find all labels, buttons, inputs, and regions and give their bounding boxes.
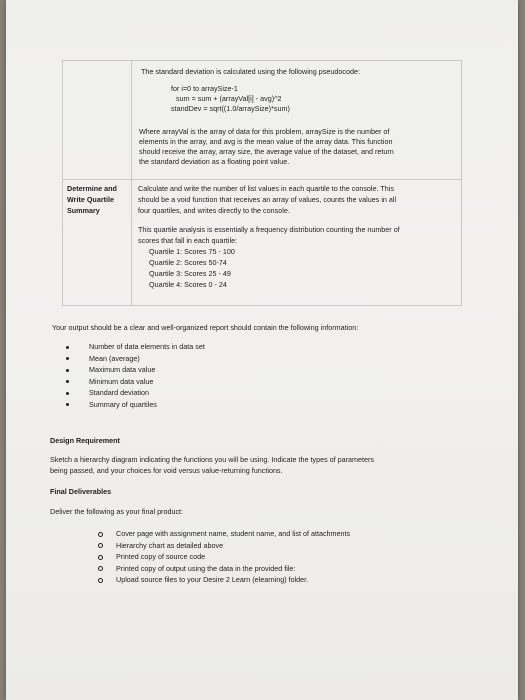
bullet-icon xyxy=(66,346,69,349)
final-heading: Final Deliverables xyxy=(50,487,112,496)
circle-bullet-icon xyxy=(98,543,103,548)
where-line: the standard deviation as a floating point value. xyxy=(139,157,290,166)
bullet-icon xyxy=(66,369,69,372)
code-line: sum = sum + (arrayVal[i] - avg)^2 xyxy=(176,94,282,103)
code-line: for i=0 to arraySize-1 xyxy=(171,84,238,93)
row-label-line: Summary xyxy=(67,206,100,215)
stddev-intro: The standard deviation is calculated using the following pseudocode: xyxy=(141,67,360,76)
where-line: Where arrayVal is the array of data for this problem, arraySize is the number of xyxy=(139,127,390,136)
document-page: The standard deviation is calculated using the following pseudocode: for i=0 to arraySize-1 sum = sum + (arrayVal[i] - avg)^2 standDev = sqrt((1.0/arraySize)*sum) Where arrayVal is the array of data for this problem, arraySize is the number of elements in the array, and avg is the mean value of the array data. This function should receive the array, array size, the average value of the dataset, and return the standard deviation as a floating point value. Determine and Write Quartile Summary Calculate and write the number of list values in each quartile to the console. This should be a void function that receives an array of values, counts the values in all four quartiles, and writes directly to the console. This quartile analysis is essentially a frequency distribution counting the number of scores that fall in each quartile: Quartile 1: Scores 75 - 100 Quartile 2: Scores 50-74 Quartile 3: Scores 25 - 49 Quartile 4: Scores 0 - 24 Your output should be a clear and well-organized report should contain the following information: Number of data elements in data set Mean (average) Maximum data value Minimum data value Standard deviation Summary of quartiles Design Requirement Sketch a hierarchy diagram indicating the functions you will be using. Indicate the types of parameters being passed, and your choices for void versus value-returning functions. Final Deliverables Deliver the following as your final product: Cover page with assignment name, student name, and list of attachments Hierarchy chart as detailed above Printed copy of source code Printed copy of output using the data in the provided file: Upload source files to your Desire 2 Learn (elearning) folder. xyxy=(6,0,518,700)
circle-bullet-icon xyxy=(98,532,103,537)
design-heading: Design Requirement xyxy=(50,436,120,445)
final-intro: Deliver the following as your final product: xyxy=(50,507,184,516)
circle-bullet-icon xyxy=(98,578,103,583)
where-line: elements in the array, and avg is the mean value of the array data. This function xyxy=(139,137,393,146)
analysis-line: This quartile analysis is essentially a frequency distribution counting the number of xyxy=(138,225,400,234)
quartile-range: Quartile 1: Scores 75 - 100 xyxy=(149,247,235,256)
quartile-range: Quartile 3: Scores 25 - 49 xyxy=(149,269,231,278)
row-label-line: Determine and xyxy=(67,184,117,193)
bullet-icon xyxy=(66,403,69,406)
table-column-divider xyxy=(131,61,132,305)
quartile-desc-line: four quartiles, and writes directly to the console. xyxy=(138,206,290,215)
circle-bullet-icon xyxy=(98,555,103,560)
bullet-icon xyxy=(66,357,69,360)
quartile-desc-line: Calculate and write the number of list values in each quartile to the console. This xyxy=(138,184,394,193)
circle-bullet-icon xyxy=(98,566,103,571)
quartile-range: Quartile 4: Scores 0 - 24 xyxy=(149,280,227,289)
table-row-divider xyxy=(63,179,461,180)
output-intro: Your output should be a clear and well-organized report should contain the following information: xyxy=(52,323,359,332)
bullet-icon xyxy=(66,392,69,395)
design-line: being passed, and your choices for void versus value-returning functions. xyxy=(50,466,283,475)
requirements-table xyxy=(62,60,462,306)
bullet-icon xyxy=(66,380,69,383)
row-label-line: Write Quartile xyxy=(67,195,114,204)
code-line: standDev = sqrt((1.0/arraySize)*sum) xyxy=(171,104,290,113)
where-line: should receive the array, array size, the average value of the dataset, and return xyxy=(139,147,394,156)
quartile-range: Quartile 2: Scores 50-74 xyxy=(149,258,227,267)
analysis-line: scores that fall in each quartile: xyxy=(138,236,238,245)
design-line: Sketch a hierarchy diagram indicating the functions you will be using. Indicate the types of parameters xyxy=(50,455,375,464)
quartile-desc-line: should be a void function that receives an array of values, counts the values in all xyxy=(138,195,397,204)
